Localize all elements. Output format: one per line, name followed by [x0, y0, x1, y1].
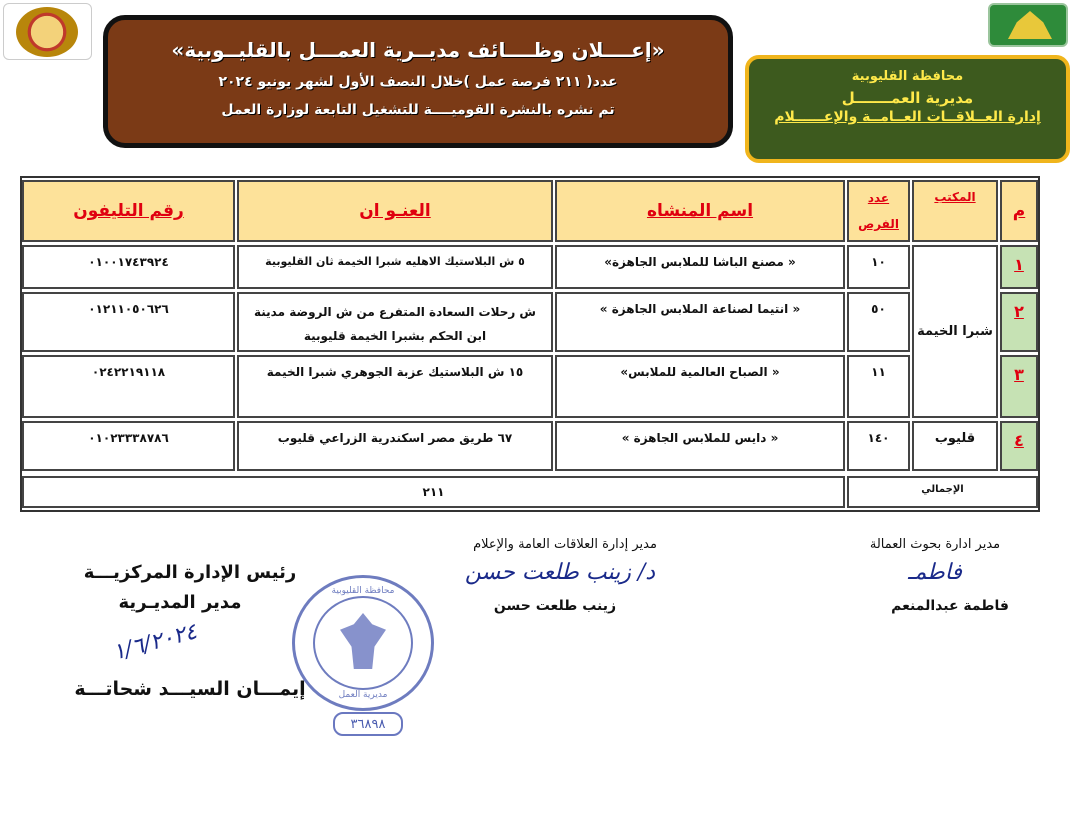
- row-address: ش رحلات السعادة المتفرع من ش الروضة مدينة ابن الحكم بشبرا الخيمة قليوبية: [237, 292, 553, 352]
- header-index: م: [1000, 180, 1038, 242]
- signatory-2-title: مدير إدارة العلاقات العامة والإعلام: [473, 537, 657, 552]
- row-phone: ٠١٠٠١٧٤٣٩٢٤: [22, 245, 235, 289]
- signatory-1-signature: فاطمـ: [908, 560, 962, 585]
- header-office: المكتب: [912, 180, 998, 242]
- row-index: ٢: [1000, 292, 1038, 352]
- signatory-1-name: فاطمة عبدالمنعم: [891, 598, 1009, 614]
- stamp-bottom-text: مديرية العمل: [338, 690, 388, 700]
- total-value: ٢١١: [22, 476, 845, 508]
- header-subtitle: عدد( ٢١١ فرصة عمل )خلال النصف الأول لشهر يونيو ٢٠٢٤: [218, 74, 618, 90]
- governorate-label: محافظة القليوبية: [851, 69, 964, 84]
- row-company: « مصنع الباشا للملابس الجاهزة»: [555, 245, 845, 289]
- row-index: ٤: [1000, 421, 1038, 471]
- row-phone: ٠٢٤٢٢١٩١١٨: [22, 355, 235, 418]
- row-index: ١: [1000, 245, 1038, 289]
- header-title: «إعــــلان وظــــائف مديــرية العمـــل بالقليــوبية»: [171, 38, 665, 62]
- total-label: الإجمالي: [847, 476, 1038, 508]
- row-address: ٦٧ طريق مصر اسكندرية الزراعي قليوب: [237, 421, 553, 471]
- row-count: ١٤٠: [847, 421, 910, 471]
- row-address: ١٥ ش البلاستيك عزبة الجوهري شبرا الخيمة: [237, 355, 553, 418]
- row-count: ٥٠: [847, 292, 910, 352]
- official-stamp: [292, 575, 434, 711]
- department-label: إدارة العــلاقــات العــامــة والإعــــــلام: [774, 109, 1041, 125]
- stamp-number: ٣٦٨٩٨: [333, 712, 403, 736]
- row-company: « انتيما لصناعة الملابس الجاهزة »: [555, 292, 845, 352]
- header-count: عدد الفرص: [847, 180, 910, 242]
- row-address: ٥ ش البلاستيك الاهليه شبرا الخيمة ثان القليوبية: [237, 245, 553, 289]
- signatory-1-title: مدير ادارة بحوث العمالة: [869, 537, 1001, 552]
- row-phone: ٠١٢١١٠٥٠٦٢٦: [22, 292, 235, 352]
- stamp-top-text: محافظة القليوبية: [331, 586, 395, 596]
- directorate-label: مديرية العمـــــــل: [841, 89, 974, 107]
- row-company: « دايس للملابس الجاهزة »: [555, 421, 845, 471]
- announcement-header: [103, 15, 733, 148]
- row-count: ١١: [847, 355, 910, 418]
- signatory-3-title: رئيس الإدارة المركزيـــة: [83, 562, 297, 583]
- ministry-seal-logo: [3, 3, 92, 60]
- row-index: ٣: [1000, 355, 1038, 418]
- header-phone: رقم التليفون: [22, 180, 235, 242]
- org-box: [745, 55, 1070, 163]
- row-company: « الصباح العالمية للملابس»: [555, 355, 845, 418]
- header-note: تم نشره بالنشرة القوميــــة للتشغيل التابعة لوزارة العمل: [221, 102, 615, 118]
- row-office: شبرا الخيمة: [912, 245, 998, 418]
- governorate-logo: [988, 3, 1068, 47]
- signatory-3-signature: ١/٦/٢٠٢٤: [110, 619, 200, 666]
- signatory-2-signature: د/ زينب طلعت حسن: [464, 560, 656, 585]
- signatory-3-subtitle: مدير المديـرية: [118, 592, 242, 613]
- signatory-2-name: زينب طلعت حسن: [493, 598, 617, 614]
- header-address: العنـو ان: [237, 180, 553, 242]
- signatory-3-name: إيمـــان السيـــد شحاتـــة: [74, 678, 306, 700]
- row-phone: ٠١٠٢٣٣٣٨٧٨٦: [22, 421, 235, 471]
- header-company: اسم المنشاه: [555, 180, 845, 242]
- row-office: قليوب: [912, 421, 998, 471]
- row-count: ١٠: [847, 245, 910, 289]
